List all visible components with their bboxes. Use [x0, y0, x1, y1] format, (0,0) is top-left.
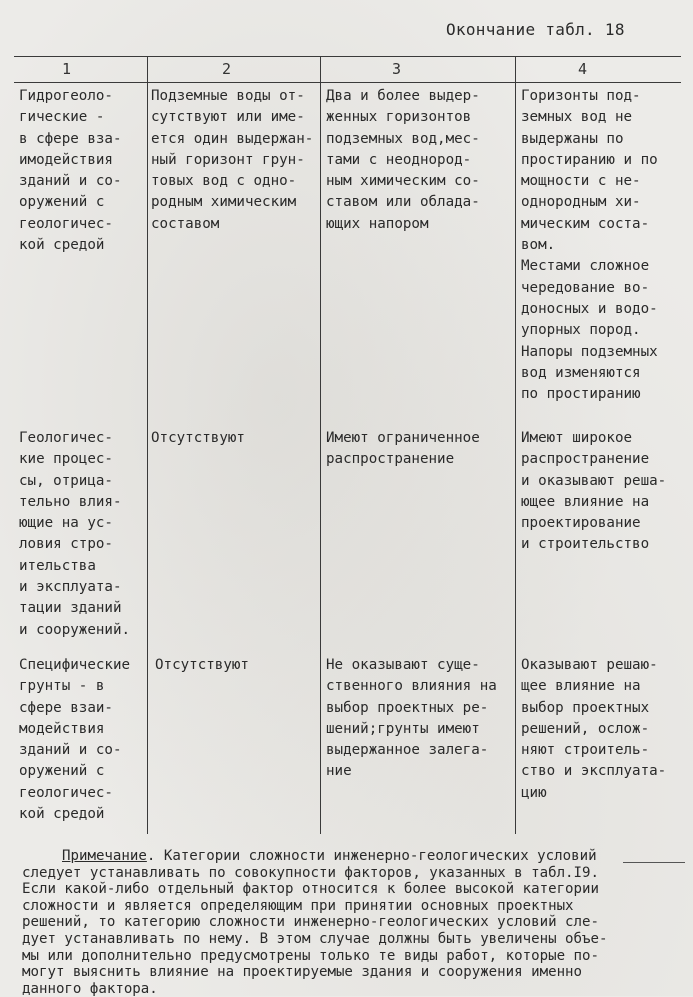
cell-line: щее влияние на [521, 678, 641, 695]
note-line: мы или дополнительно предусмотрены только те виды работ, которые по- [22, 947, 599, 964]
row-3-category-1 [155, 655, 249, 676]
cell-line: по простиранию [521, 386, 641, 403]
row-2-factor [19, 428, 130, 641]
cell-line: земных вод не [521, 109, 633, 126]
cell-line: Не оказывают суще- [326, 657, 480, 673]
cell-line: имодействия [19, 151, 113, 168]
cell-line: тации зданий [19, 600, 122, 617]
cell-line: и оказывают реша- [521, 472, 667, 489]
cell-line: Геологичес- [19, 430, 113, 446]
row-3-category-2 [326, 655, 497, 783]
note-first-line [22, 848, 682, 865]
column-number-1: 1 [62, 60, 72, 78]
cell-line: геологичес- [19, 215, 113, 232]
cell-line: женных горизонтов [326, 109, 472, 126]
cell-line: простиранию и по [521, 151, 658, 168]
cell-line: ловия стро- [19, 536, 113, 553]
cell-line: выдержанное залега- [326, 742, 489, 759]
cell-line: выдержаны по [521, 130, 624, 147]
row-1-category-3 [521, 86, 658, 405]
cell-line: Подземные воды от- [151, 88, 305, 104]
row-2-category-1 [151, 428, 245, 449]
cell-line: Местами сложное [521, 258, 650, 275]
cell-line: сфере взаи- [19, 699, 113, 716]
cell-line: сы, отрица- [19, 472, 113, 489]
row-2-category-2 [326, 428, 480, 471]
cell-line: Горизонты под- [521, 88, 641, 104]
cell-line: тельно влия- [19, 493, 122, 510]
cell-line: Имеют широкое [521, 430, 633, 446]
cell-line: и строительство [521, 536, 650, 553]
cell-line: упорных пород. [521, 322, 641, 339]
cell-line: няют строитель- [521, 742, 650, 759]
column-number-3: 3 [392, 60, 402, 78]
table-note [22, 848, 682, 997]
cell-line: цию [521, 784, 547, 801]
cell-line: гические - [19, 109, 105, 126]
column-number-4: 4 [578, 60, 588, 78]
cell-line: ным химическим со- [326, 173, 480, 190]
cell-line: кие процес- [19, 451, 113, 468]
cell-line: и сооружений. [19, 621, 131, 638]
table-header-rule [14, 82, 681, 83]
column-divider-3 [515, 56, 516, 834]
cell-line: ственного влияния на [326, 678, 497, 695]
note-line: могут выяснить влияние на проектируемые здания и сооружения именно [22, 964, 583, 981]
note-lead: Примечание [62, 848, 147, 864]
cell-line: в сфере вза- [19, 130, 122, 147]
row-1-category-1 [151, 86, 313, 235]
cell-line: ется один выдержан- [151, 130, 314, 147]
column-divider-1 [147, 56, 148, 834]
table-top-rule [14, 56, 681, 57]
cell-line: ющее влияние на [521, 493, 650, 510]
cell-line: шений;грунты имеют [326, 720, 480, 737]
cell-line: геологичес- [19, 784, 113, 801]
cell-line: зданий и со- [19, 742, 122, 759]
cell-line: вод изменяются [521, 364, 641, 381]
cell-line: оружений с [19, 763, 105, 780]
cell-line: Напоры подземных [521, 343, 658, 360]
cell-line: проектирование [521, 515, 641, 532]
cell-line: и эксплуата- [19, 579, 122, 596]
cell-line: выбор проектных [521, 699, 650, 716]
cell-line: ство и эксплуата- [521, 763, 667, 780]
cell-line: родным химическим [151, 194, 297, 211]
cell-line: ющих напором [326, 215, 429, 232]
note-line: Если какой-либо отдельный фактор относится к более высокой категории [22, 881, 599, 898]
cell-line: товых вод с одно- [151, 173, 297, 190]
cell-line: однородным хи- [521, 194, 641, 211]
cell-line: ние [326, 763, 352, 780]
cell-line: распространение [521, 451, 650, 468]
cell-line: кой средой [19, 806, 105, 823]
cell-line: составом [151, 215, 220, 232]
cell-line: решений, ослож- [521, 720, 650, 737]
cell-line: кой средой [19, 237, 105, 254]
cell-line: вом. [521, 237, 556, 254]
column-number-2: 2 [222, 60, 232, 78]
cell-line: сутствуют или име- [151, 109, 305, 126]
row-1-category-2 [326, 86, 480, 235]
cell-line: ющие на ус- [19, 515, 113, 532]
cell-line: мическим соста- [521, 215, 650, 232]
cell-line: подземных вод,мес- [326, 130, 480, 147]
cell-line: выбор проектных ре- [326, 699, 489, 716]
cell-line: ительства [19, 557, 96, 574]
cell-line: мощности с не- [521, 173, 641, 190]
cell-line: Гидрогеоло- [19, 88, 113, 104]
row-2-category-3 [521, 428, 666, 556]
cell-line: ный горизонт грун- [151, 151, 305, 168]
cell-line: тами с неоднород- [326, 151, 472, 168]
cell-line: модействия [19, 720, 105, 737]
cell-line: чередование во- [521, 279, 650, 296]
cell-line: Оказывают решаю- [521, 657, 658, 673]
cell-line: ставом или облада- [326, 194, 480, 211]
row-3-factor [19, 655, 130, 825]
note-line: дует устанавливать по нему. В этом случае должны быть увеличены объе- [22, 930, 608, 947]
table-caption: Окончание табл. 18 [446, 20, 625, 39]
cell-line: Специфические [19, 657, 131, 673]
cell-line: зданий и со- [19, 173, 122, 190]
cell-line: оружений с [19, 194, 105, 211]
note-line: . Категории сложности инженерно-геологических условий [146, 848, 597, 864]
cell-line: Два и более выдер- [326, 88, 480, 104]
cell-line: Имеют ограниченное [326, 430, 480, 446]
row-3-category-3 [521, 655, 666, 804]
cell-line: грунты - в [19, 678, 105, 695]
note-line: данного фактора. [22, 980, 158, 997]
cell-line: распространение [326, 451, 455, 468]
note-line: следует устанавливать по совокупности факторов, указанных в табл.I9. [22, 864, 599, 881]
cell-line: Отсутствуют [151, 430, 245, 446]
cell-line: доносных и водо- [521, 300, 658, 317]
row-1-factor [19, 86, 122, 256]
note-line: решений, то категорию сложности инженерно-геологических условий сле- [22, 914, 599, 931]
cell-line: Отсутствуют [155, 657, 249, 673]
column-divider-2 [320, 56, 321, 834]
note-line: сложности и является определяющим при принятии основных проектных [22, 897, 574, 914]
